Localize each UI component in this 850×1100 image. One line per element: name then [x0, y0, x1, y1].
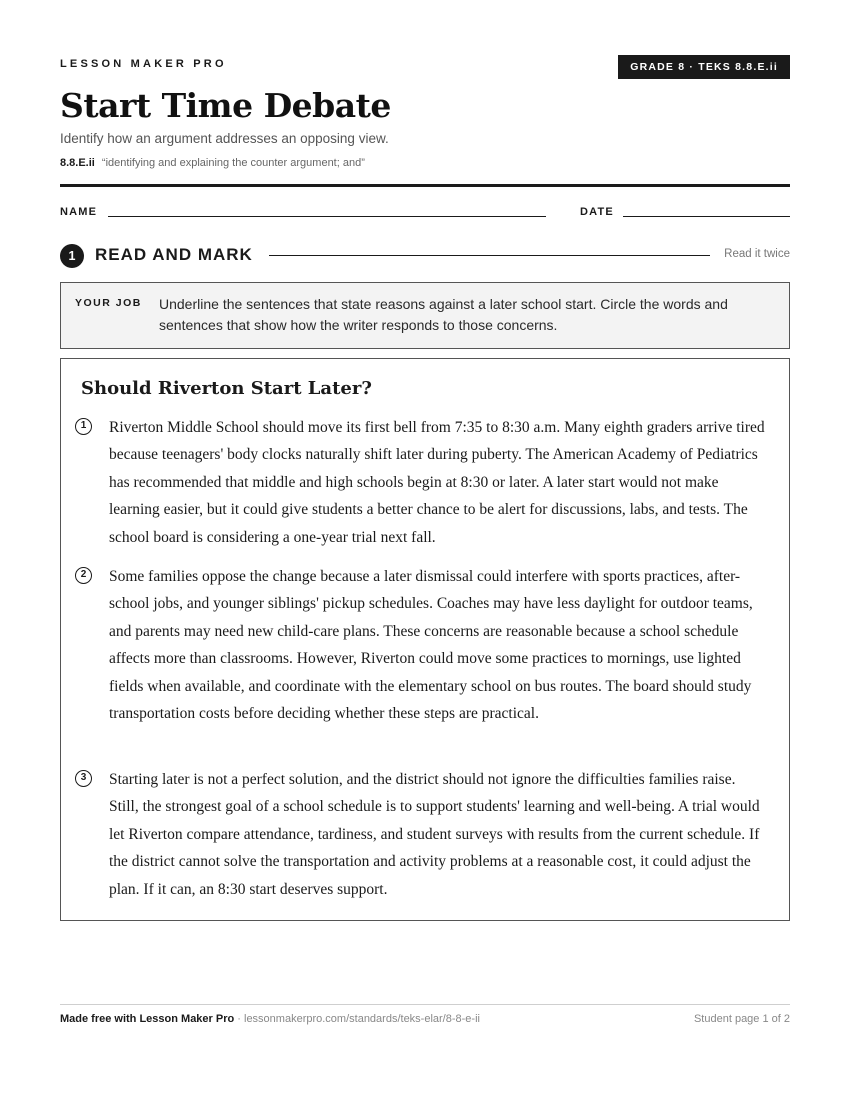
- standard-reference: [60, 157, 365, 169]
- footer-credit: [60, 1013, 480, 1025]
- instructions-label: YOUR JOB: [75, 297, 142, 309]
- instructions-box: [60, 282, 790, 349]
- footer-url[interactable]: · lessonmakerpro.com/standards/teks-elar/8-8-e-ii: [234, 1013, 480, 1025]
- paragraph-text-2[interactable]: Some families oppose the change because a later dismissal could interfere with sports practices, after-school jobs, and younger siblings' pickup schedules. Coaches may have less daylight for outdoor teams, and parents may need new child-care plans. These concerns are reasonable because a school schedule affects more than classrooms. However, Riverton could move some practices to mornings, use lighted fields when available, and coordinate with the elementary school on bus routes. The board should study transportation costs before deciding whether these steps are practical.: [109, 568, 753, 723]
- standard-text: “identifying and explaining the counter argument; and”: [101, 157, 365, 169]
- paragraph-number-2: 2: [75, 567, 92, 584]
- paragraph-text-1[interactable]: Riverton Middle School should move its first bell from 7:35 to 8:30 a.m. Many eighth graders arrive tired because teenagers' body clocks naturally shift later during puberty. The American Academy of Pediatrics has recommended that middle and high schools begin at 8:30 or later. A later start would not make learning easier, but it could give students a better chance to be alert for discussions, labs, and tests. The school board is considering a one-year trial next fall.: [109, 419, 765, 546]
- section-divider: [269, 255, 710, 256]
- section-title: READ AND MARK: [95, 245, 253, 264]
- instructions-text: Underline the sentences that state reasons against a later school start. Circle the words and sentences that show how the writer responds to those concerns.: [159, 296, 728, 333]
- header-divider: [60, 184, 790, 187]
- footer-made-by: Made free with Lesson Maker Pro: [60, 1013, 235, 1025]
- reading-passage: [60, 358, 790, 921]
- paragraph-text-3[interactable]: Starting later is not a perfect solution, and the district should not ignore the difficulties families raise. Still, the strongest goal of a school schedule is to support students' learning and well-being. A trial would let Riverton compare attendance, tardiness, and student surveys with results from the current schedule. If the district cannot solve the transportation and activity problems at a reasonable cost, it could adjust the plan. If it can, an 8:30 start deserves support.: [109, 771, 760, 898]
- worksheet-title: Start Time Debate: [60, 86, 391, 125]
- section-number: 1: [60, 244, 84, 268]
- page-indicator: Student page 1 of 2: [693, 1013, 790, 1025]
- standard-code: 8.8.E.ii: [60, 157, 95, 169]
- footer-divider: [60, 1004, 790, 1005]
- paragraph-number-1: 1: [75, 418, 92, 435]
- name-label: NAME: [60, 206, 98, 218]
- worksheet-page: [60, 0, 790, 1100]
- date-field[interactable]: [623, 216, 790, 217]
- name-field[interactable]: [108, 216, 546, 217]
- worksheet-subtitle: Identify how an argument addresses an opposing view.: [60, 131, 389, 146]
- passage-title: Should Riverton Start Later?: [81, 378, 372, 399]
- paragraph-number-3: 3: [75, 770, 92, 787]
- brand-name: LESSON MAKER PRO: [60, 58, 227, 70]
- section-note: Read it twice: [724, 248, 790, 260]
- date-label: DATE: [580, 206, 614, 218]
- grade-standard-badge: GRADE 8 · TEKS 8.8.E.ii: [618, 55, 790, 79]
